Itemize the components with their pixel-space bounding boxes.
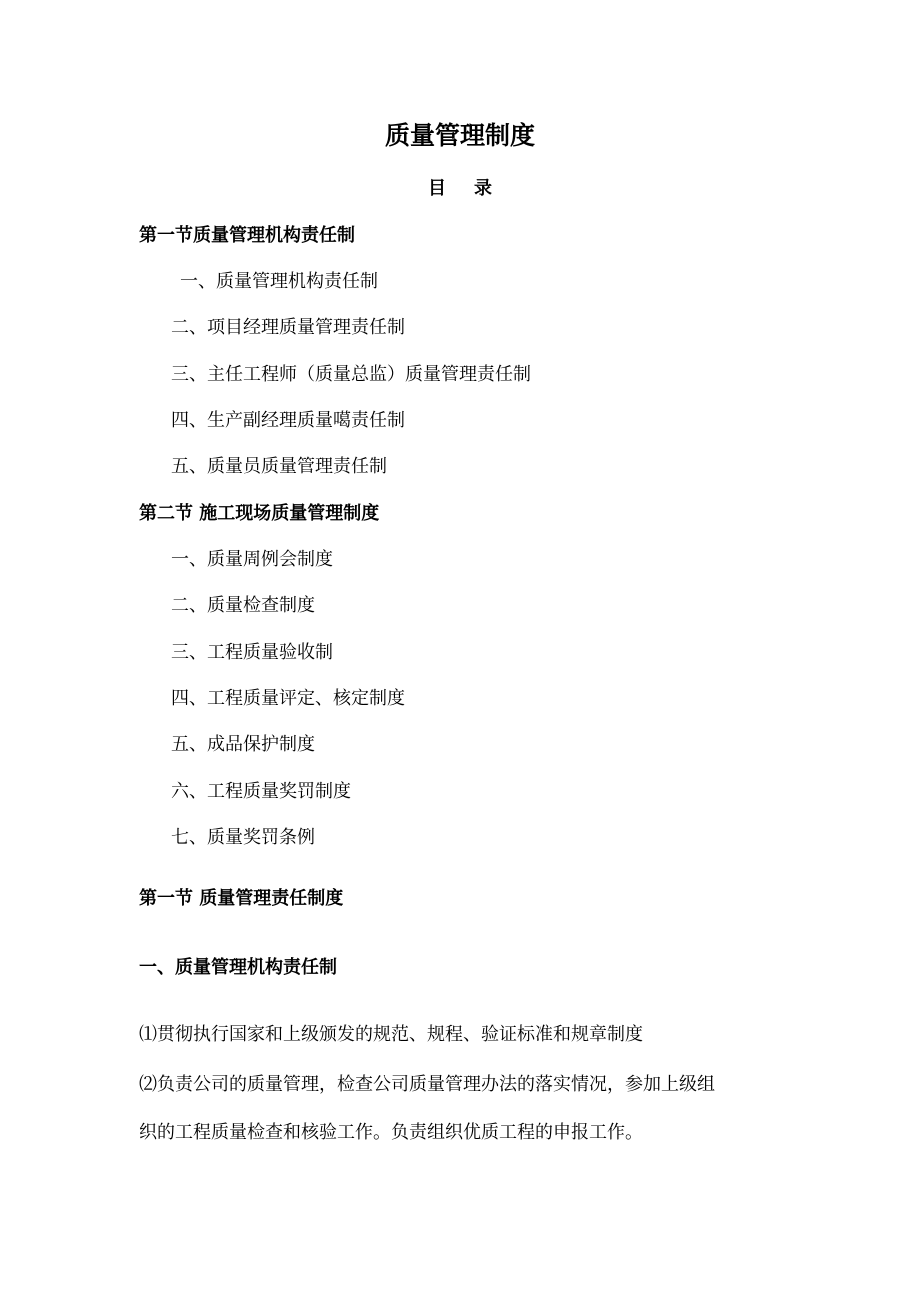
paragraph-2-line-1: ⑵负责公司的质量管理，检查公司质量管理办法的落实情况，参加上级组 [139,1074,715,1095]
toc-item[interactable]: 四、工程质量评定、核定制度 [171,688,405,709]
toc-item[interactable]: 二、质量检查制度 [171,595,315,616]
toc-item[interactable]: 三、工程质量验收制 [171,642,333,663]
toc-item[interactable]: 一、质量管理机构责任制 [180,271,378,292]
section-heading: 第一节 质量管理责任制度 [139,888,344,909]
toc-item[interactable]: 五、成品保护制度 [171,734,315,755]
toc-item[interactable]: 六、工程质量奖罚制度 [171,781,351,802]
document-title: 质量管理制度 [384,121,535,150]
paragraph-1: ⑴贯彻执行国家和上级颁发的规范、规程、验证标准和规章制度 [139,1024,643,1045]
toc-heading: 目录 [428,178,520,199]
toc-item[interactable]: 二、项目经理质量管理责任制 [171,317,405,338]
toc-item[interactable]: 四、生产副经理质量噶责任制 [171,410,405,431]
subheading: 一、质量管理机构责任制 [139,957,337,978]
toc-item[interactable]: 七、质量奖罚条例 [171,827,315,848]
toc-item[interactable]: 一、质量周例会制度 [171,549,333,570]
toc-section-2[interactable]: 第二节 施工现场质量管理制度 [139,503,380,524]
toc-item[interactable]: 五、质量员质量管理责任制 [171,456,387,477]
paragraph-2-line-2: 织的工程质量检查和核验工作。负责组织优质工程的申报工作。 [139,1122,643,1143]
toc-item[interactable]: 三、主任工程师（质量总监）质量管理责任制 [171,364,531,385]
toc-section-1[interactable]: 第一节质量管理机构责任制 [139,225,355,246]
